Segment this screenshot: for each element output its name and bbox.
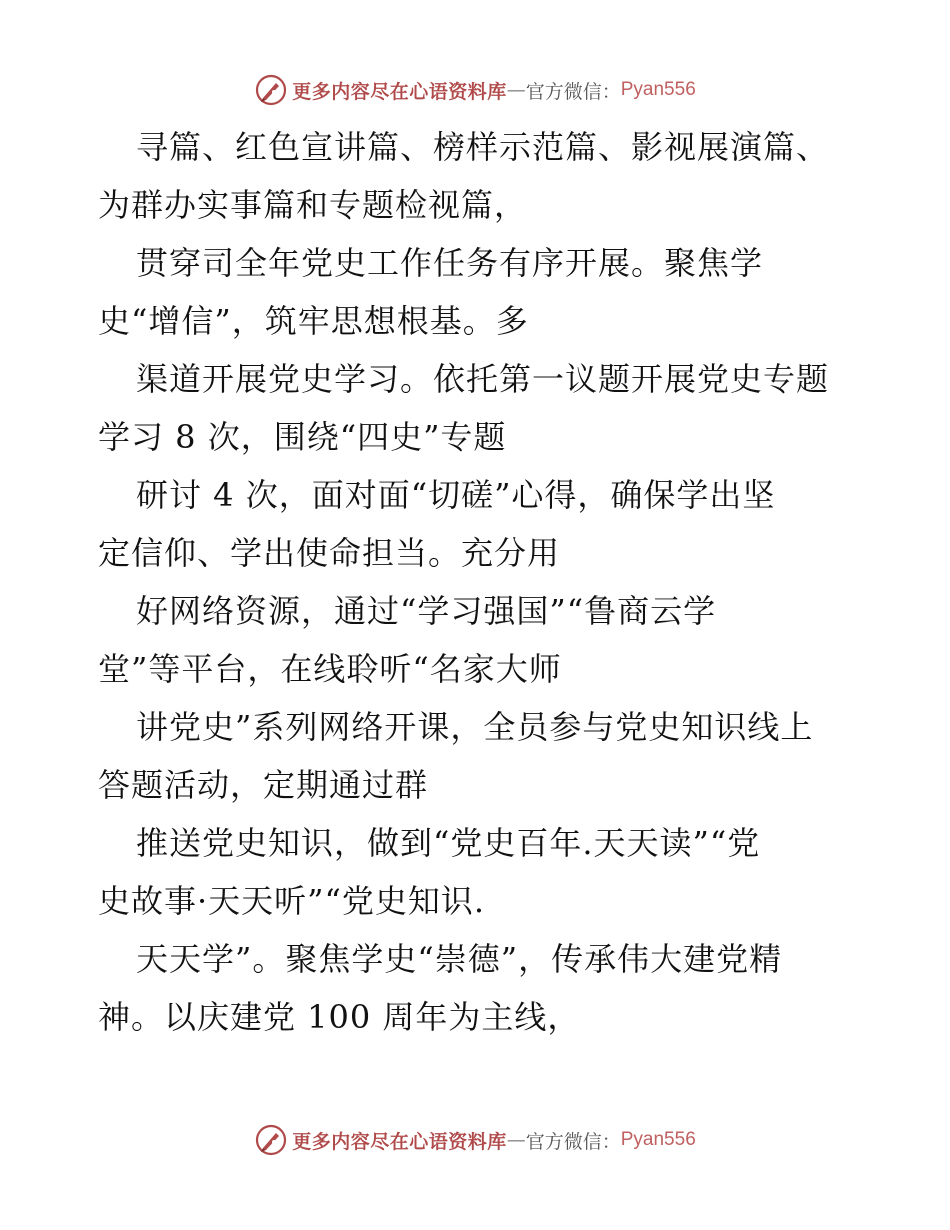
text-line: 讲党史”系列网络开课，全员参与党史知识线上 <box>136 708 814 746</box>
banner-title: 更多内容尽在心语资料库 <box>292 1130 507 1153</box>
text-line: 推送党史知识，做到“党史百年.天天读”“党 <box>136 824 761 862</box>
text-line: 天天学”。聚焦学史“崇德”，传承伟大建党精 <box>136 940 783 978</box>
text-line: 贯穿司全年党史工作任务有序开展。聚焦学 <box>136 244 764 282</box>
text-line: 渠道开展党史学习。依托第一议题开展党史专题 <box>136 360 830 398</box>
pen-logo-icon <box>254 1123 288 1157</box>
text-line: 史故事·天天听”“党史知识. <box>98 882 486 920</box>
banner-dash: — <box>506 1129 526 1151</box>
text-line: 定信仰、学出使命担当。充分用 <box>98 534 561 572</box>
banner-wechat-id: Pyan556 <box>620 79 696 100</box>
text-line: 好网络资源，通过“学习强国”“鲁商云学 <box>136 592 717 630</box>
pen-logo-icon <box>254 73 288 107</box>
text-line: 神。以庆建党 100 周年为主线， <box>98 998 581 1036</box>
text-line: 答题活动，定期通过群 <box>98 766 429 804</box>
banner-title: 更多内容尽在心语资料库 <box>292 80 507 103</box>
footer-banner <box>0 1120 950 1160</box>
text-line: 研讨 4 次，面对面“切磋”心得，确保学出坚 <box>136 476 776 514</box>
banner-wechat-label: 官方微信： <box>525 1130 621 1153</box>
text-line: 史“增信”，筑牢思想根基。多 <box>98 302 529 340</box>
banner-wechat-label: 官方微信： <box>525 80 621 103</box>
text-line: 堂”等平台，在线聆听“名家大师 <box>98 650 562 688</box>
document-body <box>98 118 868 1046</box>
text-line: 寻篇、红色宣讲篇、榜样示范篇、影视展演篇、 <box>136 128 830 166</box>
header-banner <box>0 70 950 110</box>
text-line: 为群办实事篇和专题检视篇， <box>98 186 528 224</box>
banner-wechat-id: Pyan556 <box>620 1129 696 1150</box>
banner-dash: — <box>506 79 526 101</box>
text-line: 学习 8 次，围绕“四史”专题 <box>98 418 507 456</box>
